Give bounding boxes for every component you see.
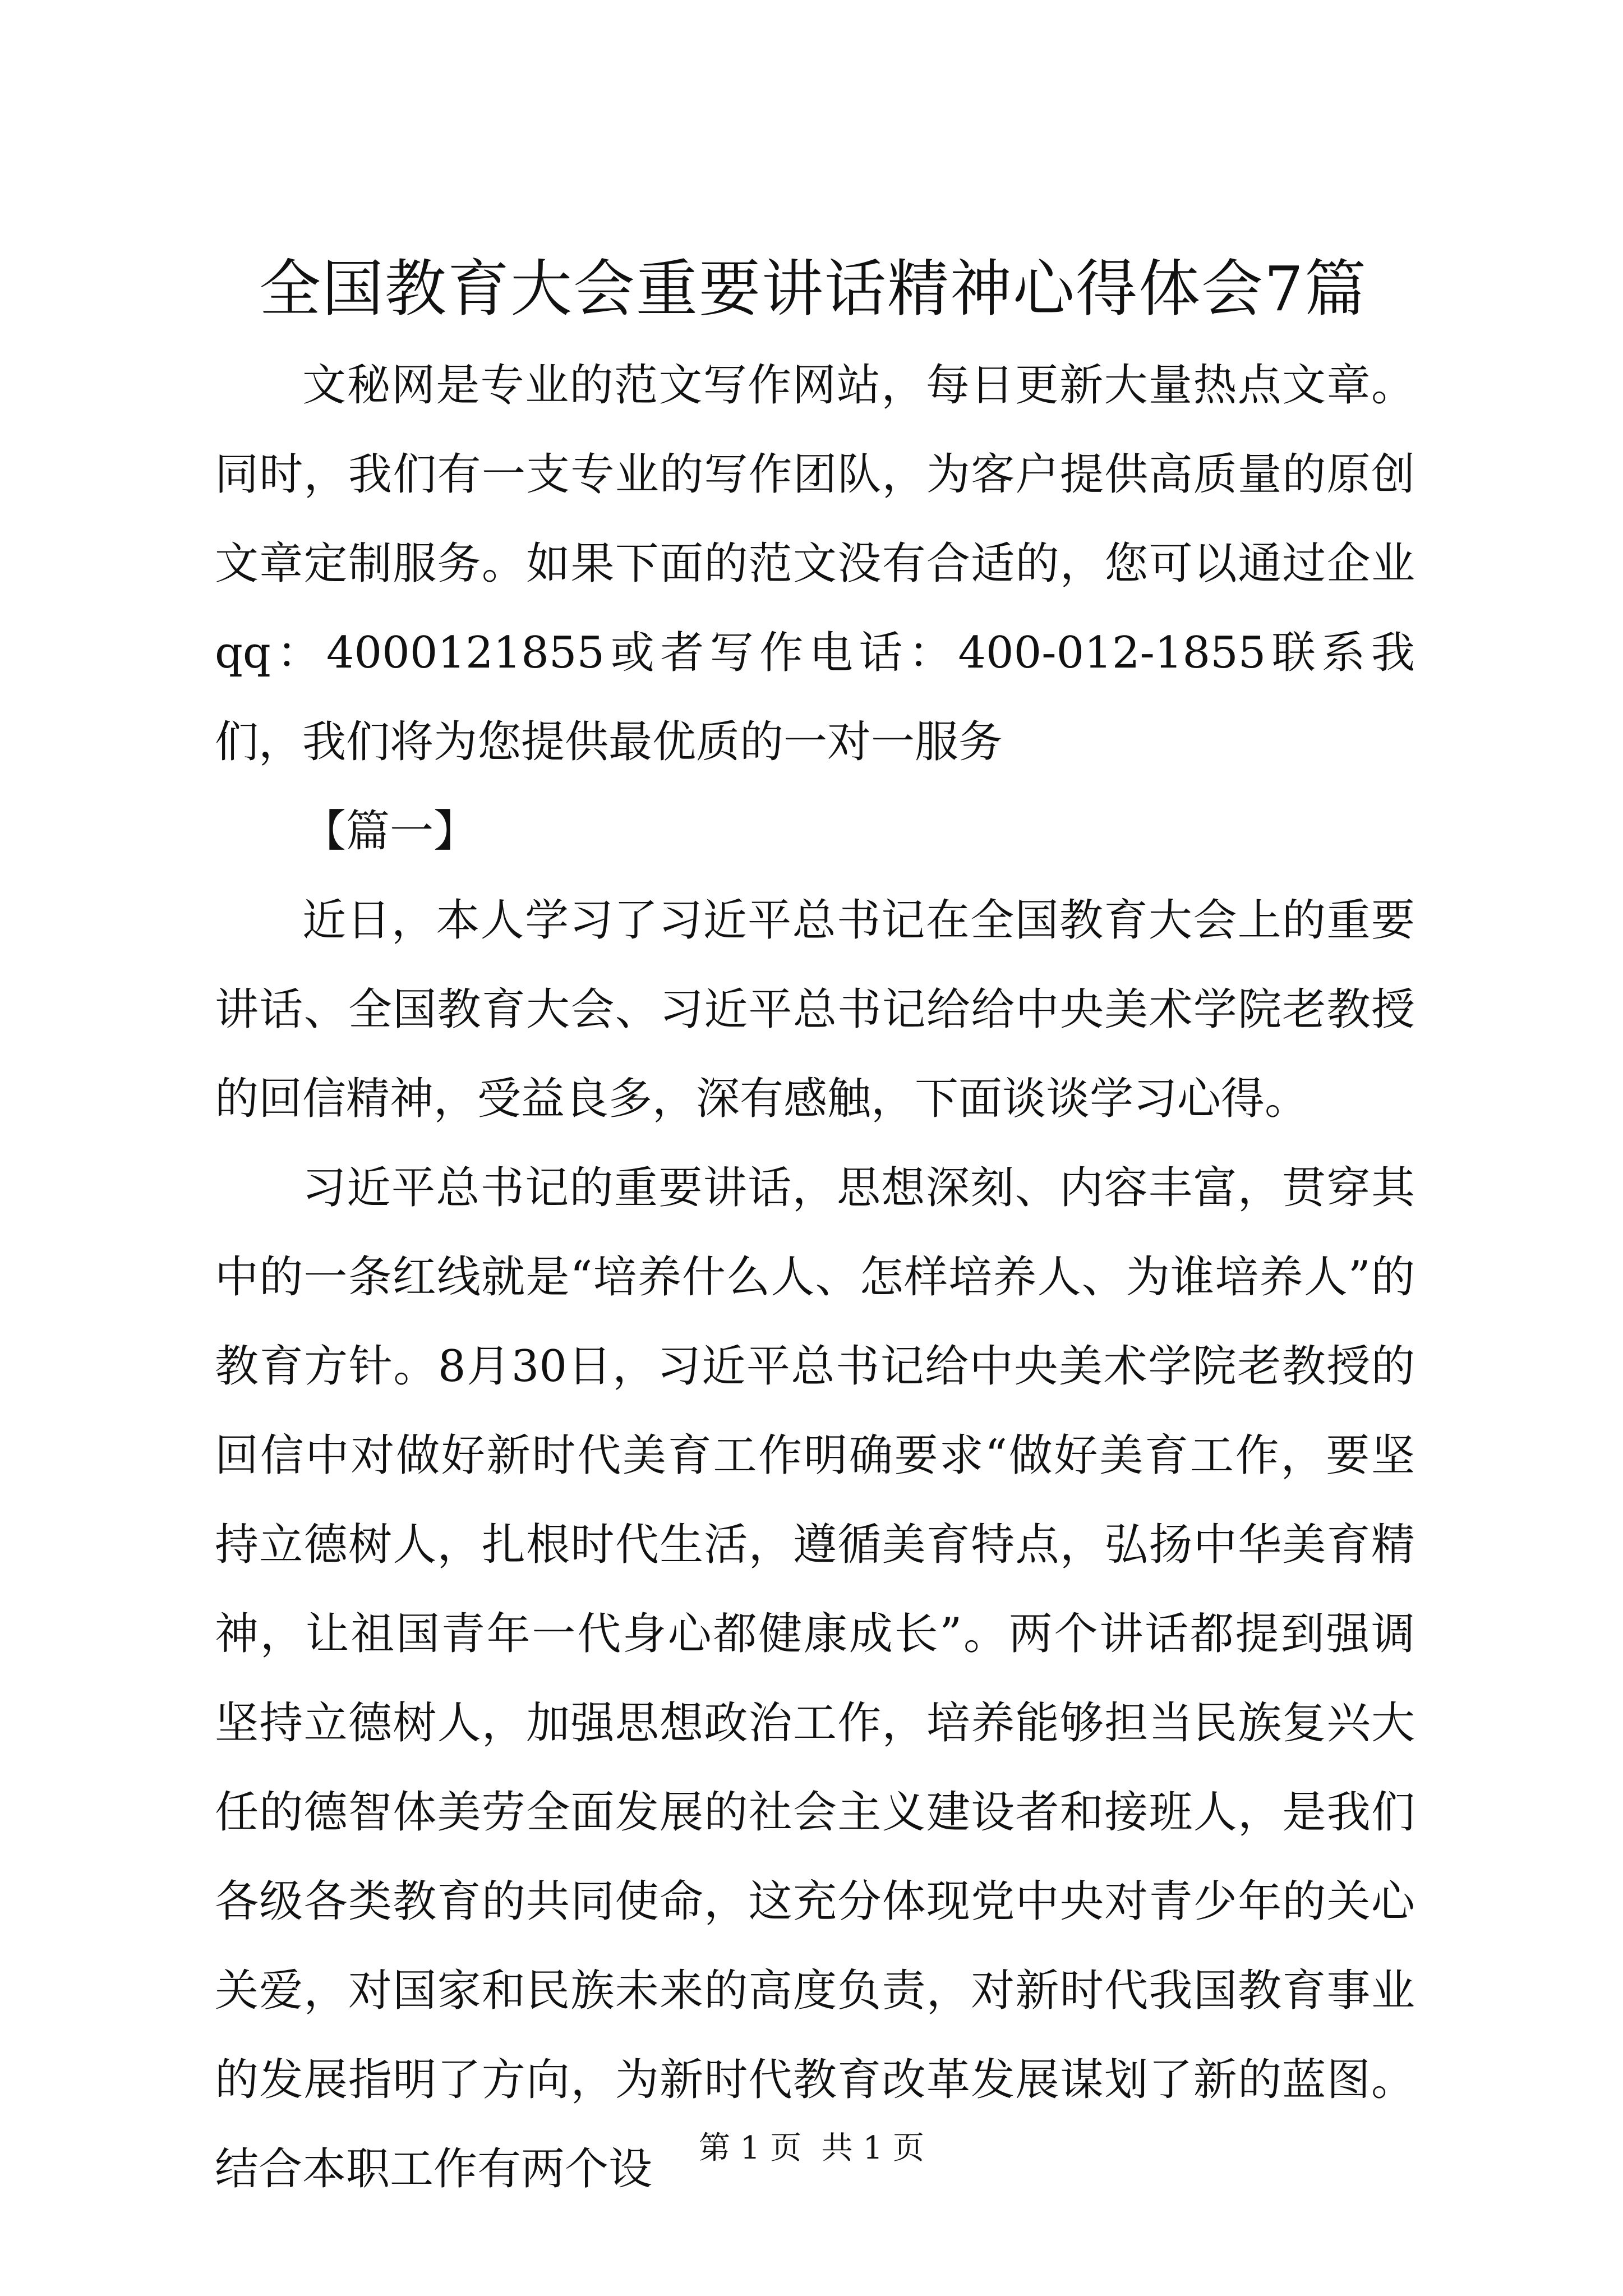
document-body [215,341,1415,2214]
body-paragraph-1: 近日，本人学习了习近平总书记在全国教育大会上的重要讲话、全国教育大会、习近平总书记给给中央美术学院老教授的回信精神，受益良多，深有感触，下面谈谈学习心得。 [215,895,1415,1124]
section-heading: 【篇一】 [302,806,478,857]
document-title: 全国教育大会重要讲话精神心得体会7篇 [259,253,1367,325]
body-paragraph-2: 习近平总书记的重要讲话，思想深刻、内容丰富，贯穿其中的一条红线就是“培养什么人、怎样培养人、为谁培养人”的教育方针。8月30日，习近平总书记给中央美术学院老教授的回信中对做好新时代美育工作明确要求“做好美育工作，要坚持立德树人，扎根时代生活，遵循美育特点，弘扬中华美育精神，让祖国青年一代身心都健康成长”。两个讲话都提到强调坚持立德树人，加强思想政治工作，培养能够担当民族复兴大任的德智体美劳全面发展的社会主义建设者和接班人，是我们各级各类教育的共同使命，这充分体现党中央对青少年的关心关爱，对国家和民族未来的高度负责，对新时代我国教育事业的发展指明了方向，为新时代教育改革发展谋划了新的蓝图。结合本职工作有两个设 [215,1163,1415,2194]
intro-paragraph: 文秘网是专业的范文写作网站，每日更新大量热点文章。同时，我们有一支专业的写作团队，为客户提供高质量的原创文章定制服务。如果下面的范文没有合适的，您可以通过企业qq：4000121855或者写作电话：400-012-1855联系我们，我们将为您提供最优质的一对一服务 [215,360,1415,767]
page-footer: 第 1 页 共 1 页 [698,2130,925,2166]
